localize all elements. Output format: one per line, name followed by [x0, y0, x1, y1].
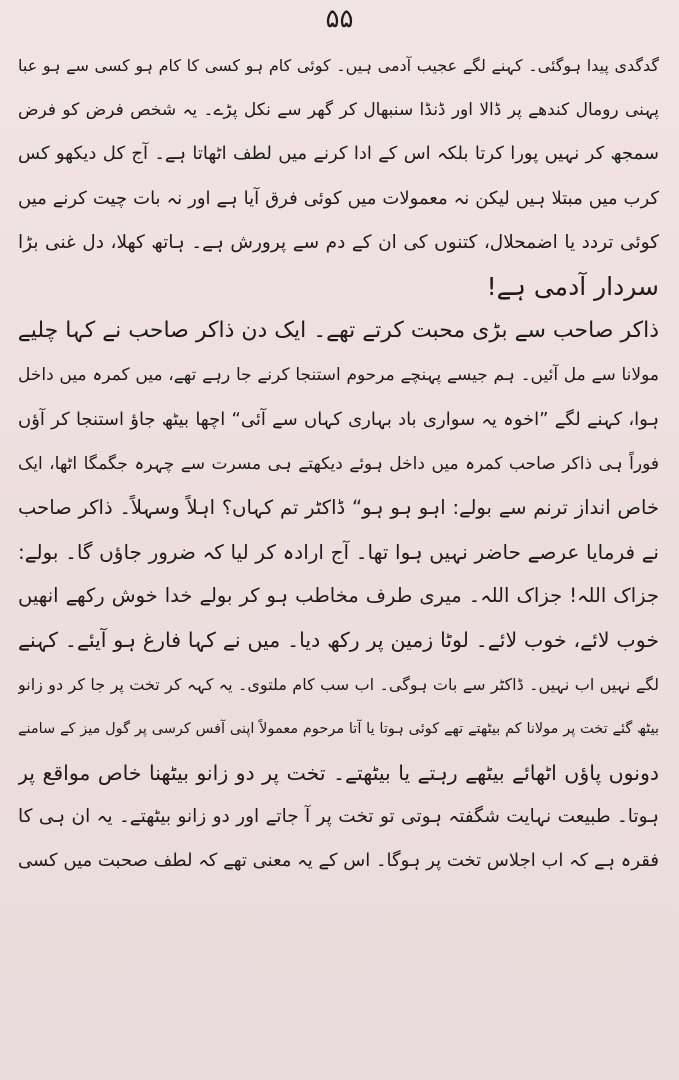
text-line: دونوں پاؤں اٹھائے بیٹھے رہتے یا بیٹھتے۔ تخت پر دو زانو بیٹھنا خاص مواقع پر — [18, 761, 659, 785]
text-line: سردار آدمی ہے! — [486, 271, 659, 301]
text-line: مولانا سے مل آئیں۔ ہم جیسے پہنچے مرحوم استنجا کرنے جا رہے تھے، میں کمرہ میں داخل — [18, 365, 659, 386]
text-line: خاص انداز ترنم سے بولے: اہو ہو ہو“ ڈاکٹر تم کہاں؟ اہلاً وسہلاً۔ ذاکر صاحب — [18, 495, 659, 519]
text-line: نے فرمایا عرصے حاضر نہیں ہوا تھا۔ آج ارادہ کر لیا کہ ضرور جاؤں گا۔ بولے: — [18, 540, 659, 565]
text-line: بیٹھ گئے تخت پر مولانا کم بیٹھتے تھے کوئی ہوتا یا آتا مرحوم معمولاً اپنی آفس کرسی پر گول میز کے سامنے — [18, 720, 659, 737]
text-line: کرب میں مبتلا ہیں لیکن نہ معمولات میں کوئی فرق آیا ہے اور نہ بات چیت کرنے میں — [18, 187, 659, 209]
text-line: پہنی رومال کندھے پر ڈالا اور ڈنڈا سنبھال کر گھر سے نکل پڑے۔ یہ شخص فرض کو فرض — [18, 100, 659, 121]
body-text — [18, 44, 659, 884]
text-line: فقرہ ہے کہ اب اجلاس تخت پر ہوگا۔ اس کے یہ معنی تھے کہ لطف صحبت میں کسی — [18, 850, 659, 872]
text-line: فوراً ہی ذاکر صاحب کمرہ میں داخل ہوئے دیکھتے ہی مسرت سے چہرہ جگمگا اٹھا، ایک — [18, 453, 659, 474]
text-line: سمجھ کر نہیں پورا کرتا بلکہ اس کے ادا کرنے میں لطف اٹھاتا ہے۔ آج کل دیکھو کس — [18, 143, 659, 165]
text-line: خوب لائے، خوب لائے۔ لوٹا زمین پر رکھ دیا۔ میں نے کہا فارغ ہو آیئے۔ کہنے — [18, 628, 659, 653]
page-number: ۵۵ — [325, 4, 354, 34]
text-line: کوئی تردد یا اضمحلال، کتنوں کی ان کے دم سے پرورش ہے۔ ہاتھ کھلا، دل غنی بڑا — [18, 231, 659, 253]
text-line: ہوا، کہنے لگے ”اخوہ یہ سواری باد بہاری کہاں سے آئی“ اچھا بیٹھ جاؤ استنجا کر آؤں — [18, 408, 659, 430]
text-line: گدگدی پیدا ہوگئی۔ کہنے لگے عجیب آدمی ہیں۔ کوئی کام ہو کسی کا کام ہو کسی سے ہو عبا — [18, 56, 659, 75]
text-line: ذاکر صاحب سے بڑی محبت کرتے تھے۔ ایک دن ذاکر صاحب نے کہا چلیے — [18, 318, 659, 344]
text-line: ہوتا۔ طبیعت نہایت شگفتہ ہوتی تو تخت پر آ جاتے اور دو زانو بیٹھتے۔ یہ ان ہی کا — [18, 806, 659, 828]
text-line: جزاک اللہ! جزاک اللہ۔ میری طرف مخاطب ہو کر بولے خدا خوش رکھے انھیں — [18, 584, 659, 608]
text-line: لگے نہیں اب نہیں۔ ڈاکٹر سے بات ہوگی۔ اب سب کام ملتوی۔ یہ کہہ کر تخت پر جا کر دو زانو — [18, 674, 659, 694]
